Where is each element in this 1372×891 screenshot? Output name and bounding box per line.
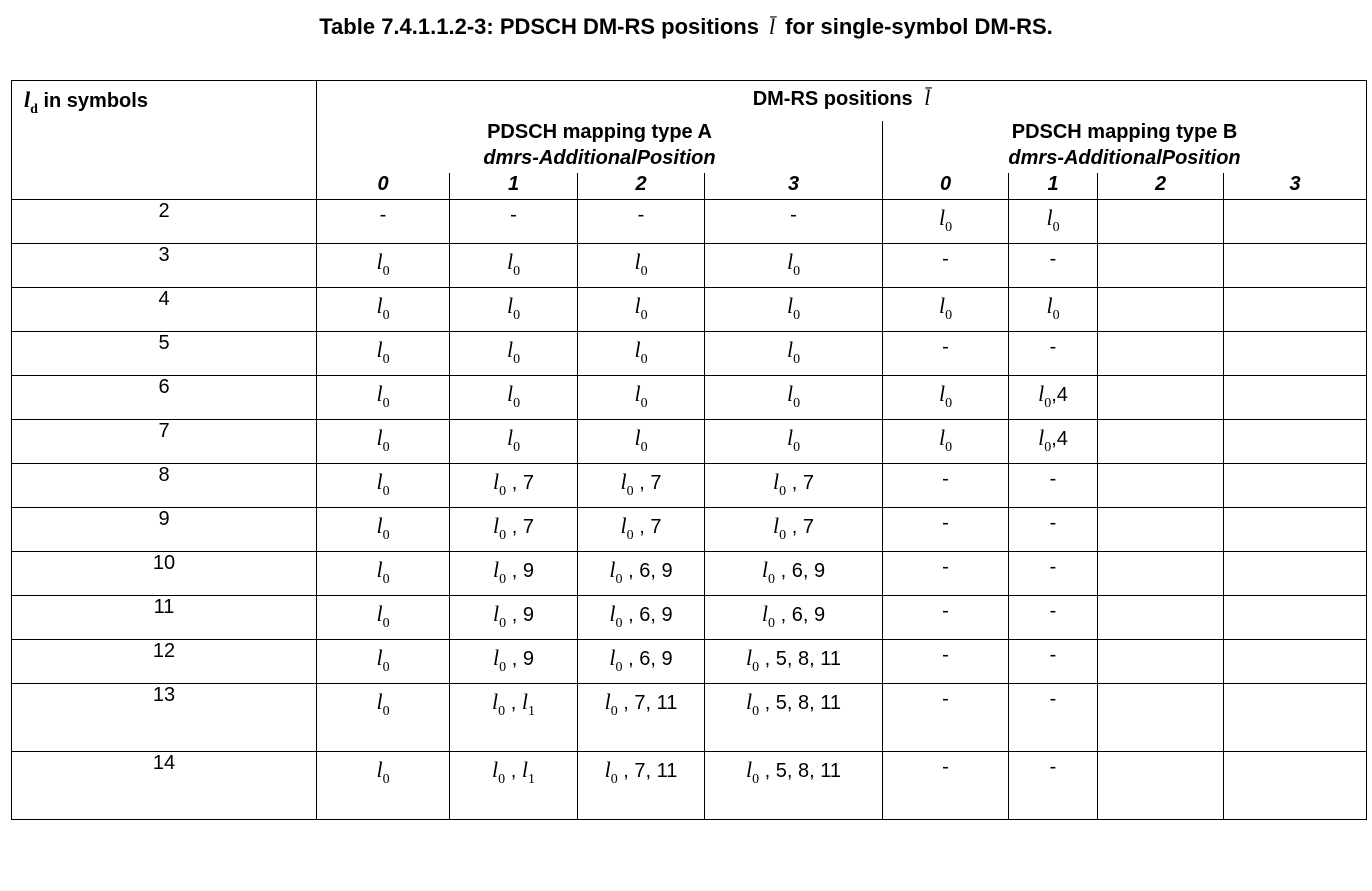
position-cell: $l_0$ , 6, 9 — [578, 552, 705, 596]
position-cell — [1224, 464, 1367, 508]
ld-cell: 7 — [12, 420, 317, 464]
position-cell: $l_0$ — [317, 288, 450, 332]
ld-cell: 13 — [12, 684, 317, 752]
position-cell: $l_0$ , 7 — [705, 464, 883, 508]
position-cell: $l_0$ , 5, 8, 11 — [705, 684, 883, 752]
position-cell: $l_0$ , 6, 9 — [578, 640, 705, 684]
col-header-b-1: 1 — [1009, 173, 1098, 200]
table-row — [12, 376, 1367, 420]
position-cell: $l_0$ , 7 — [450, 508, 578, 552]
table-row — [12, 200, 1367, 244]
position-cell: $l_0$ , 9 — [450, 640, 578, 684]
position-cell — [1098, 376, 1224, 420]
caption-suffix: for single-symbol DM-RS. — [785, 14, 1053, 39]
position-cell: - — [883, 596, 1009, 640]
position-cell: $l_0$ — [1009, 200, 1098, 244]
position-cell: - — [1009, 684, 1098, 752]
col-header-b-0: 0 — [883, 173, 1009, 200]
table-row — [12, 684, 1367, 752]
position-cell: $l_0$ , 7 — [450, 464, 578, 508]
ld-cell: 3 — [12, 244, 317, 288]
ld-cell: 11 — [12, 596, 317, 640]
position-cell — [1224, 200, 1367, 244]
ld-cell: 2 — [12, 200, 317, 244]
position-cell: $l_0$ — [705, 288, 883, 332]
position-cell: $l_0$ , 6, 9 — [578, 596, 705, 640]
position-cell: - — [1009, 552, 1098, 596]
col-header-a-0: 0 — [317, 173, 450, 200]
position-cell: - — [883, 552, 1009, 596]
position-cell: - — [450, 200, 578, 244]
position-cell: $l_0$ , 9 — [450, 552, 578, 596]
position-cell: $l_0$ — [317, 376, 450, 420]
table-row — [12, 244, 1367, 288]
position-cell — [1098, 420, 1224, 464]
position-cell — [1098, 332, 1224, 376]
col-header-a-1: 1 — [450, 173, 578, 200]
position-cell — [1098, 752, 1224, 820]
position-cell — [1098, 684, 1224, 752]
position-cell: - — [883, 752, 1009, 820]
position-cell: $l_0$ — [883, 376, 1009, 420]
position-cell: - — [1009, 640, 1098, 684]
ld-cell: 10 — [12, 552, 317, 596]
position-cell: - — [705, 200, 883, 244]
position-cell: $l_0$ , 7 — [705, 508, 883, 552]
position-cell: $l_0$ — [317, 640, 450, 684]
ld-cell: 14 — [12, 752, 317, 820]
position-cell — [1224, 640, 1367, 684]
position-cell: $l_0$ — [317, 244, 450, 288]
position-cell — [1098, 640, 1224, 684]
position-cell: $l_0$ — [317, 552, 450, 596]
position-cell: $l_0,4$ — [1009, 420, 1098, 464]
ld-cell: 12 — [12, 640, 317, 684]
position-cell: $l_0$ — [317, 420, 450, 464]
position-cell: - — [883, 464, 1009, 508]
position-cell: $l_0$ — [578, 376, 705, 420]
position-cell: $l_0$ — [578, 244, 705, 288]
col-header-a-2: 2 — [578, 173, 705, 200]
ld-cell: 5 — [12, 332, 317, 376]
col-header-a-3: 3 — [705, 173, 883, 200]
position-cell: $l_0$ — [317, 332, 450, 376]
position-cell — [1098, 288, 1224, 332]
position-cell: - — [1009, 596, 1098, 640]
position-cell: $l_0$ , 7 — [578, 508, 705, 552]
position-cell: $l_0$ — [883, 200, 1009, 244]
position-cell — [1098, 552, 1224, 596]
position-cell: $l_0$ — [883, 420, 1009, 464]
position-cell — [1224, 244, 1367, 288]
param-b-header: dmrs-AdditionalPosition — [883, 147, 1367, 173]
ld-header: $l_d$ in symbols — [12, 81, 317, 200]
table-row — [12, 596, 1367, 640]
position-cell: $l_0$ — [317, 684, 450, 752]
position-cell: $l_0$ — [317, 752, 450, 820]
table-row — [12, 420, 1367, 464]
col-header-b-3: 3 — [1224, 173, 1367, 200]
position-cell: $l_0$ , $l_1$ — [450, 684, 578, 752]
table-row — [12, 332, 1367, 376]
caption-symbol: l̄ — [768, 14, 776, 39]
position-cell: $l_0$ — [450, 244, 578, 288]
position-cell: $l_0$ — [450, 332, 578, 376]
table-row — [12, 288, 1367, 332]
table-row — [12, 508, 1367, 552]
position-cell: $l_0$ — [578, 332, 705, 376]
position-cell — [1224, 684, 1367, 752]
position-cell: $l_0$ , 9 — [450, 596, 578, 640]
position-cell: - — [1009, 332, 1098, 376]
position-cell — [1224, 332, 1367, 376]
position-cell: $l_0$ — [578, 288, 705, 332]
position-cell: - — [1009, 464, 1098, 508]
param-a-header: dmrs-AdditionalPosition — [317, 147, 883, 173]
position-cell — [1098, 200, 1224, 244]
type-b-header: PDSCH mapping type B — [883, 121, 1367, 147]
position-cell: $l_0$ — [317, 596, 450, 640]
position-cell: - — [883, 244, 1009, 288]
position-cell: $l_0$ , 5, 8, 11 — [705, 752, 883, 820]
position-cell: - — [1009, 508, 1098, 552]
ld-cell: 4 — [12, 288, 317, 332]
position-cell: $l_0$ , 7 — [578, 464, 705, 508]
position-cell: - — [317, 200, 450, 244]
table-row — [12, 464, 1367, 508]
position-cell: - — [883, 332, 1009, 376]
position-cell: $l_0$ , $l_1$ — [450, 752, 578, 820]
position-cell — [1224, 552, 1367, 596]
caption-prefix: Table 7.4.1.1.2-3: PDSCH DM-RS positions — [319, 14, 759, 39]
position-cell — [1098, 244, 1224, 288]
position-cell: $l_0,4$ — [1009, 376, 1098, 420]
position-cell: - — [883, 640, 1009, 684]
position-cell: $l_0$ — [705, 244, 883, 288]
position-cell — [1224, 420, 1367, 464]
table-row — [12, 552, 1367, 596]
position-cell: $l_0$ , 7, 11 — [578, 752, 705, 820]
position-cell: $l_0$ — [705, 420, 883, 464]
position-cell: - — [578, 200, 705, 244]
position-cell: $l_0$ — [317, 464, 450, 508]
position-cell — [1098, 464, 1224, 508]
position-cell — [1224, 752, 1367, 820]
position-cell: $l_0$ — [450, 288, 578, 332]
position-cell: $l_0$ — [578, 420, 705, 464]
ld-cell: 6 — [12, 376, 317, 420]
position-cell: $l_0$ — [317, 508, 450, 552]
col-header-b-2: 2 — [1098, 173, 1224, 200]
table-caption — [0, 14, 1372, 40]
dmrs-positions-table — [11, 80, 1367, 820]
position-cell: $l_0$ , 6, 9 — [705, 596, 883, 640]
position-cell — [1098, 508, 1224, 552]
position-cell — [1224, 288, 1367, 332]
position-cell: $l_0$ — [450, 420, 578, 464]
position-cell: $l_0$ — [450, 376, 578, 420]
position-cell: - — [883, 508, 1009, 552]
group-header: DM-RS positions l̄ — [317, 81, 1367, 122]
position-cell: $l_0$ , 7, 11 — [578, 684, 705, 752]
position-cell — [1098, 596, 1224, 640]
position-cell: - — [1009, 752, 1098, 820]
position-cell: $l_0$ , 6, 9 — [705, 552, 883, 596]
type-a-header: PDSCH mapping type A — [317, 121, 883, 147]
position-cell: $l_0$ — [1009, 288, 1098, 332]
table-row — [12, 640, 1367, 684]
table-row — [12, 752, 1367, 820]
position-cell: - — [883, 684, 1009, 752]
ld-cell: 8 — [12, 464, 317, 508]
position-cell — [1224, 376, 1367, 420]
ld-cell: 9 — [12, 508, 317, 552]
position-cell: - — [1009, 244, 1098, 288]
position-cell: $l_0$ — [705, 376, 883, 420]
position-cell: $l_0$ — [883, 288, 1009, 332]
position-cell: $l_0$ — [705, 332, 883, 376]
position-cell — [1224, 596, 1367, 640]
position-cell — [1224, 508, 1367, 552]
position-cell: $l_0$ , 5, 8, 11 — [705, 640, 883, 684]
